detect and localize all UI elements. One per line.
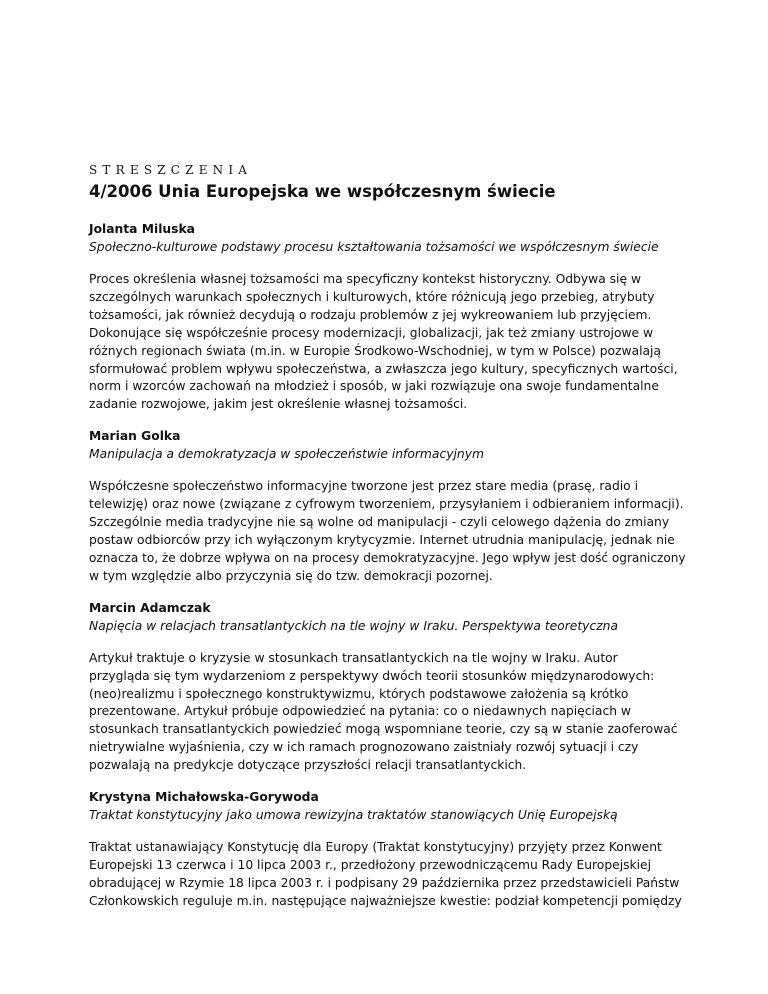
article-abstract [89, 271, 689, 414]
abstract-line: sformułować problem wpływu społeczeństwa, a zwłaszcza jego kultury, specyficznych wartości, [89, 361, 678, 376]
abstract-line: pozwalają na predykcje dotyczące przyszłości relacji transatlantyckich. [89, 758, 527, 773]
abstract-line: postaw odbiorców przy ich wyłączonym krytycyzmie. Internet utrudnia manipulację, jednak nie [89, 532, 675, 547]
abstract-line: Szczególnie media tradycyjne nie są wolne od manipulacji - czyli celowego dążenia do zmiany [89, 515, 670, 530]
article-abstract [89, 650, 689, 775]
abstract-line: zadanie rozwojowe, jakim jest określenie własnej tożsamości. [89, 397, 468, 412]
abstract-line: obradującej w Rzymie 18 lipca 2003 r. i podpisany 29 października przez przedstawicieli Państw [89, 875, 680, 890]
article [89, 788, 689, 911]
article [89, 220, 689, 414]
issue-title: 4/2006 Unia Europejska we współczesnym świecie [89, 182, 556, 201]
article-author: Marcin Adamczak [89, 600, 211, 615]
abstract-line: Artykuł traktuje o kryzysie w stosunkach transatlantyckich na tle wojny w Iraku. Autor [89, 650, 618, 665]
abstract-line: Traktat ustanawiający Konstytucję dla Europy (Traktat konstytucyjny) przyjęty przez Konwent [89, 840, 662, 855]
article-title: Społeczno-kulturowe podstawy procesu kształtowania tożsamości we współczesnym świecie [89, 240, 659, 254]
section-label: STRESZCZENIA [89, 163, 253, 177]
article [89, 599, 689, 775]
article-author: Marian Golka [89, 429, 181, 444]
abstract-line: oznacza to, że dobrze wpływa on na procesy demokratyzacyjne. Jego wpływ jest dość ograniczony [89, 550, 686, 565]
abstract-line: przygląda się tym wydarzeniom z perspektywy dwóch teorii stosunków międzynarodowych: [89, 668, 655, 683]
article-title: Manipulacja a demokratyzacja w społeczeństwie informacyjnym [89, 447, 484, 462]
document-page [89, 162, 689, 911]
abstract-line: Proces określenia własnej tożsamości ma specyficzny kontekst historyczny. Odbywa się w [89, 272, 641, 286]
abstract-line: Dokonujące się współcześnie procesy modernizacji, globalizacji, jak też zmiany ustrojowe w [89, 325, 654, 340]
article [89, 427, 689, 585]
abstract-line: Europejski 13 czerwca i 10 lipca 2003 r., przedłożony przewodniczącemu Rady Europejskiej [89, 857, 652, 872]
abstract-line: prezentowane. Artykuł próbuje odpowiedzieć na pytania: co o niedawnych napięciach w [89, 704, 631, 719]
article-title: Napięcia w relacjach transatlantyckich na tle wojny w Iraku. Perspektywa teoretyczna [89, 618, 618, 633]
abstract-line: (neo)realizmu i społecznego konstruktywizmu, których podstawowe założenia są krótko [89, 686, 629, 701]
abstract-line: nietrywialne wyjaśnienia, czy w ich ramach prognozowano zaistniały rozwój sytuacji i czy [89, 740, 639, 755]
abstract-line: stosunkach transatlantyckich powiedzieć mogą wspomniane teorie, czy są w stanie zaoferować [89, 722, 678, 737]
abstract-line: w tym względzie albo przyczynia się do tzw. demokracji pozornej. [89, 568, 493, 583]
article-author: Krystyna Michałowska-Gorywoda [89, 790, 319, 805]
article-title: Traktat konstytucyjny jako umowa rewizyjna traktatów stanowiących Unię Europejską [89, 808, 618, 823]
abstract-line: tożsamości, jak również decydują o rodzaju problemów z jej wykreowaniem lub przyjęciem. [89, 307, 652, 322]
article-author: Jolanta Miluska [89, 222, 195, 236]
abstract-line: telewizję) oraz nowe (związane z cyfrowym tworzeniem, przysyłaniem i odbieraniem informacji). [89, 497, 684, 512]
abstract-line: Członkowskich reguluje m.in. następujące najważniejsze kwestie: podział kompetencji pomiędzy [89, 893, 682, 908]
article-abstract [89, 839, 689, 911]
abstract-line: Współczesne społeczeństwo informacyjne tworzone jest przez stare media (prasę, radio i [89, 479, 639, 494]
abstract-line: norm i wzorców zachowań na młodzież i sposób, w jaki rozwiązuje ona swoje fundamentalne [89, 379, 659, 394]
abstract-line: szczególnych warunkach społecznych i kulturowych, które różnicują jego przebieg, atrybuty [89, 289, 655, 304]
article-abstract [89, 478, 689, 585]
abstract-line: różnych regionach świata (m.in. w Europie Środkowo-Wschodniej, w tym w Polsce) pozwalają [89, 343, 662, 358]
